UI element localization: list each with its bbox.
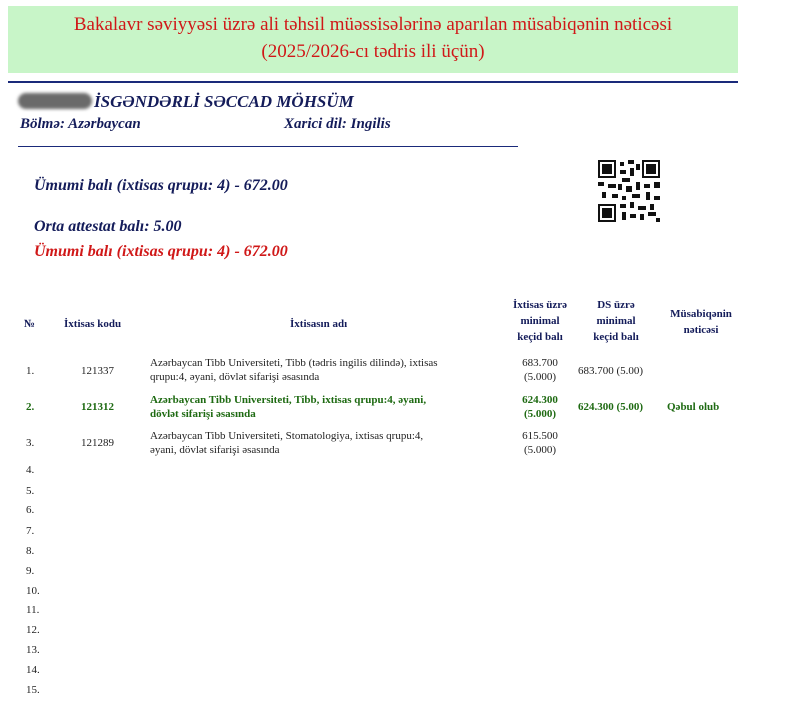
min-score: 624.300 (5.000) [522, 394, 558, 420]
specialty-name: Azərbaycan Tibb Universiteti, Stomatologiya, ixtisas qrupu:4, əyani, dövlət sifarişi əsasında [150, 430, 424, 456]
row-number: 2. [26, 401, 35, 413]
empty-row-number: 9. [26, 565, 35, 577]
specialty-name: Azərbaycan Tibb Universiteti, Tibb, ixtisas qrupu:4, əyani, dövlət sifarişi əsasında [150, 394, 427, 420]
banner-divider [8, 81, 738, 83]
specialty-name: Azərbaycan Tibb Universiteti, Tibb (tədris ingilis dilində), ixtisas qrupu:4, əyani, dövlət sifarişi əsasında [150, 357, 438, 383]
total-score-highlight: Ümumi balı (ixtisas qrupu: 4) - 672.00 [34, 243, 288, 260]
empty-row-number: 6. [26, 504, 35, 516]
specialty-code: 121337 [81, 365, 114, 377]
header-number: № [24, 318, 36, 330]
row-number: 3. [26, 437, 35, 449]
empty-row-number: 4. [26, 464, 35, 476]
min-score: 615.500 (5.000) [522, 430, 558, 456]
admission-result: Qəbul olub [667, 401, 720, 413]
empty-row-number: 13. [26, 644, 40, 656]
student-name: İSGƏNDƏRLİ SƏCCAD MÖHSÜM [94, 92, 354, 111]
title-banner [8, 6, 738, 73]
qr-code-icon [598, 160, 660, 222]
header-ds-min-score: DS üzrə minimal keçid balı [593, 299, 639, 343]
ds-score: 683.700 (5.00) [578, 365, 644, 377]
header-min-score: İxtisas üzrə minimal keçid balı [512, 299, 568, 343]
ds-score: 624.300 (5.00) [578, 401, 644, 413]
empty-row-number: 14. [26, 664, 40, 676]
title-line-2: (2025/2026-cı tədris ili üçün) [261, 41, 485, 62]
empty-row-number: 5. [26, 485, 35, 497]
student-info-divider [18, 146, 518, 147]
empty-row-number: 10. [26, 585, 40, 597]
empty-row-number: 7. [26, 525, 35, 537]
specialty-code: 121289 [81, 437, 114, 449]
header-specialty-code: İxtisas kodu [64, 318, 122, 330]
empty-row-number: 8. [26, 545, 35, 557]
average-attestat-score: Orta attestat balı: 5.00 [34, 218, 182, 235]
empty-row-number: 12. [26, 624, 40, 636]
row-number: 1. [26, 365, 35, 377]
foreign-language-label: Xarici dil: Ingilis [284, 116, 391, 132]
empty-row-number: 11. [26, 604, 40, 616]
header-result: Müsabiqənin nəticəsi [670, 308, 732, 336]
section-label: Bölmə: Azərbaycan [20, 116, 141, 132]
min-score: 683.700 (5.000) [522, 357, 558, 383]
redacted-text [18, 93, 92, 109]
empty-row-number: 15. [26, 684, 40, 696]
total-score: Ümumi balı (ixtisas qrupu: 4) - 672.00 [34, 177, 288, 194]
title-line-1: Bakalavr səviyyəsi üzrə ali təhsil müəssisələrinə aparılan müsabiqənin nəticəsi [73, 14, 673, 35]
specialty-code: 121312 [81, 401, 114, 413]
header-specialty-name: İxtisasın adı [290, 318, 348, 330]
